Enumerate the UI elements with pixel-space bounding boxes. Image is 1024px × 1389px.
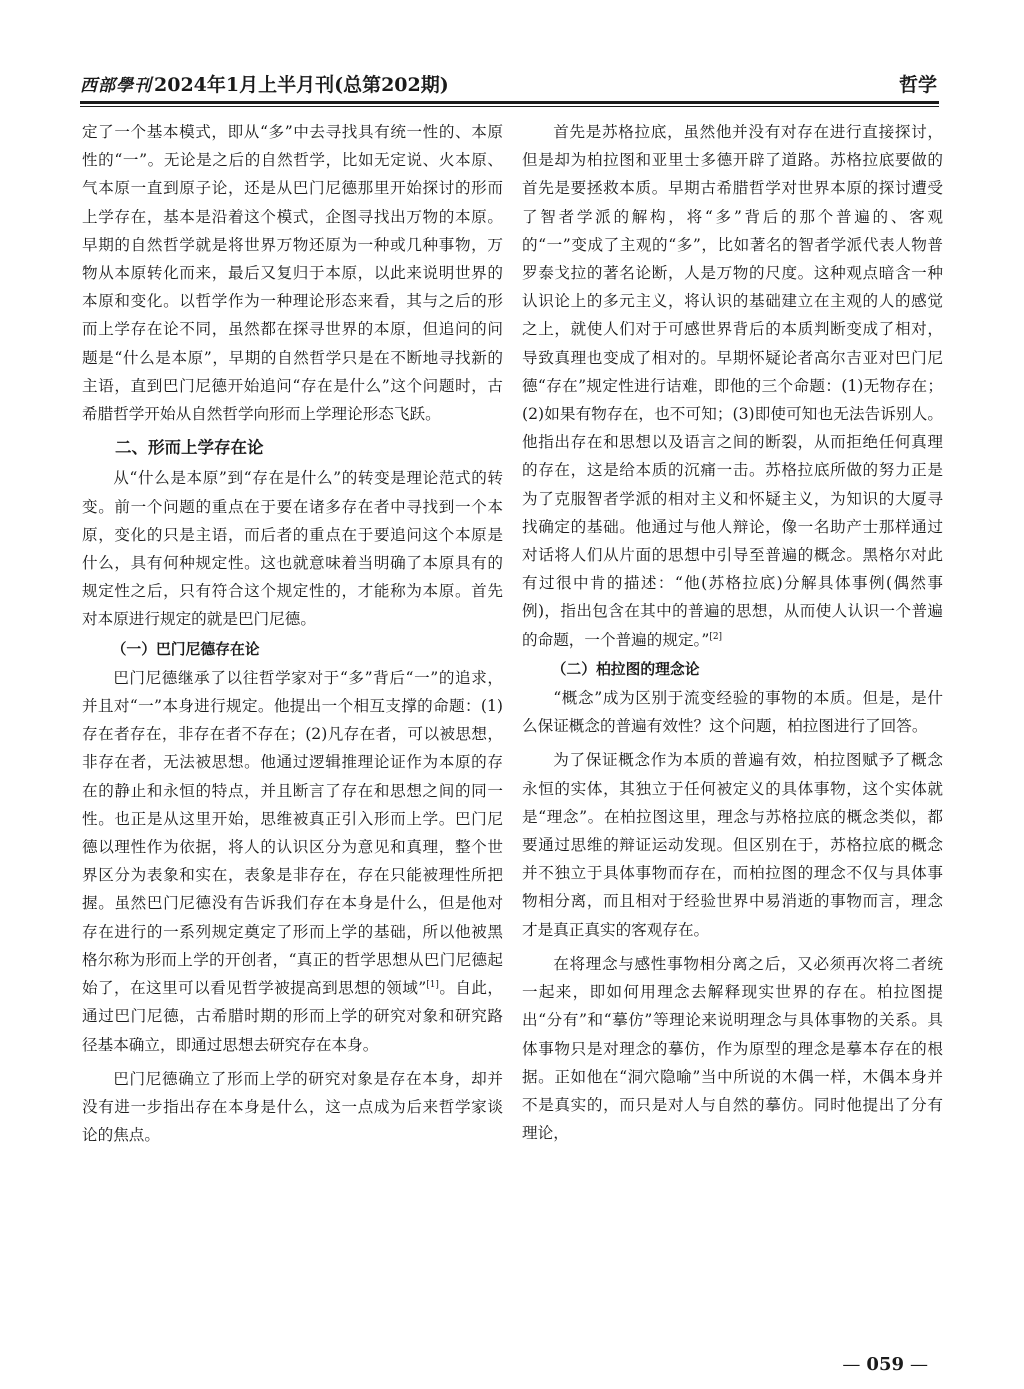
paragraph: 在将理念与感性事物相分离之后，又必须再次将二者统一起来，即如何用理念去解释现实世界的存在。柏拉图提出“分有”和“摹仿”等理论来说明理念与具体事物的关系。具体事物只是对理念的摹仿，作为原型的理念是摹本存在的根据。正如他在“洞穴隐喻”当中所说的木偶一样，木偶本身并不是真实的，而只是对人与自然的摹仿。同时他提出了分有理论，	[522, 954, 943, 1143]
paragraph-text: 首先是苏格拉底，虽然他并没有对存在进行直接探讨，但是却为柏拉图和亚里士多德开辟了道路。苏格拉底要做的首先是要拯救本质。早期古希腊哲学对世界本原的探讨遭受了智者学派的解构，将“多”背后的那个普遍的、客观的“一”变成了主观的“多”，比如著名的智者学派代表人物普罗泰戈拉的著名论断，人是万物的尺度。这种观点暗含一种认识论上的多元主义，将认识的基础建立在主观的人的感觉之上，就使人们对于可感世界背后的本质判断变成了相对，导致真理也变成了相对的。早期怀疑论者高尔吉亚对巴门尼德“存在”规定性进行诘难，即他的三个命题：(1)无物存在；(2)如果有物存在，也不可知；(3)即使可知也无法告诉别人。他指出存在和思想以及语言之间的断裂，从而拒绝任何真理的存在，这是给本质的沉痛一击。苏格拉底所做的努力正是为了克服智者学派的相对主义和怀疑主义，为知识的大厦寻找确定的基础。他通过与他人辩论，像一名助产士那样通过对话将人们从片面的思想中引导至普遍的概念。黑格尔对此有过很中肯的描述：“他(苏格拉底)分解具体事例(偶然事例)，指出包含在其中的普遍的思想，从而使人认识一个普遍的命题，一个普遍的规定。”	[522, 123, 943, 649]
left-column	[82, 118, 503, 1149]
section-heading: 二、形而上学存在论	[115, 438, 264, 458]
running-header	[80, 66, 939, 102]
citation-ref: [2]	[709, 631, 723, 642]
paragraph	[82, 664, 503, 1059]
paragraph: “概念”成为区别于流变经验的事物的本质。但是，是什么保证概念的普遍有效性？这个问题，柏拉图进行了回答。	[522, 689, 943, 736]
header-rule-thin	[80, 106, 939, 107]
subsection-heading: （二）柏拉图的理念论	[551, 660, 700, 678]
paragraph-text: 巴门尼德继承了以往哲学家对于“多”背后“一”的追求，并且对“一”本身进行规定。他提出一个相互支撑的命题：(1)存在者存在，非存在者不存在；(2)凡存在者，可以被思想，非存在者，无法被思想。他通过逻辑推理论证作为本原的存在的静止和永恒的特点，并且断言了存在和思想之间的同一性。也正是从这里开始，思维被真正引入形而上学。巴门尼德以理性作为依据，将人的认识区分为意见和真理，整个世界区分为表象和实在，表象是非存在，存在只能被理性所把握。虽然巴门尼德没有告诉我们存在本身是什么，但是他对存在进行的一系列规定奠定了形而上学的基础，所以他被黑格尔称为形而上学的开创者，“真正的哲学思想从巴门尼德起始了，在这里可以看见哲学被提高到思想的领域”	[82, 668, 503, 998]
issue-info: 2024年1月上半月刊(总第202期)	[154, 74, 449, 96]
page-number-value: 059	[866, 1354, 904, 1375]
citation-ref: [1]	[426, 979, 439, 990]
section-name: 哲学	[898, 74, 937, 96]
subsection-heading: （一）巴门尼德存在论	[111, 640, 260, 658]
journal-logo: 西部學刊	[80, 76, 152, 96]
paragraph: 从“什么是本原”到“存在是什么”的转变是理论范式的转变。前一个问题的重点在于要在诸多存在者中寻找到一个本原，变化的只是主语，而后者的重点在于要追问这个本原是什么，具有何种规定性。这也就意味着当明确了本原具有的规定性之后，只有符合这个规定性的，才能称为本原。首先对本原进行规定的就是巴门尼德。	[82, 469, 503, 629]
paragraph: 定了一个基本模式，即从“多”中去寻找具有统一性的、本原性的“一”。无论是之后的自然哲学，比如无定说、火本原、气本原一直到原子论，还是从巴门尼德那里开始探讨的形而上学存在，基本是沿着这个模式，企图寻找出万物的本原。早期的自然哲学就是将世界万物还原为一种或几种事物，万物从本原转化而来，最后又复归于本原，以此来说明世界的本原和变化。以哲学作为一种理论形态来看，其与之后的形而上学存在论不同，虽然都在探寻世界的本原，但追问的问题是“什么是本原”，早期的自然哲学只是在不断地寻找新的主语，直到巴门尼德开始追问“存在是什么”这个问题时，古希腊哲学开始从自然哲学向形而上学理论形态飞跃。	[82, 123, 503, 424]
paragraph-text: 。自此，通过巴门尼德，古希腊时期的形而上学的研究对象和研究路径基本确立，即通过思想去研究存在本身。	[82, 979, 503, 1054]
header-rule-thick	[80, 101, 939, 104]
header-journal-info	[80, 70, 449, 97]
paragraph: 为了保证概念作为本质的普遍有效，柏拉图赋予了概念永恒的实体，其独立于任何被定义的具体事物，这个实体就是“理念”。在柏拉图这里，理念与苏格拉底的概念类似，都要通过思维的辩证运动发现。但区别在于，苏格拉底的概念并不独立于具体事物而存在，而柏拉图的理念不仅与具体事物相分离，而且相对于经验世界中易消逝的事物而言，理念才是真正真实的客观存在。	[522, 751, 943, 939]
page-number: — 059 —	[842, 1354, 928, 1375]
paragraph: 巴门尼德确立了形而上学的研究对象是存在本身，却并没有进一步指出存在本身是什么，这一点成为后来哲学家谈论的焦点。	[82, 1069, 503, 1145]
right-column	[522, 118, 943, 1147]
paragraph	[522, 118, 943, 654]
